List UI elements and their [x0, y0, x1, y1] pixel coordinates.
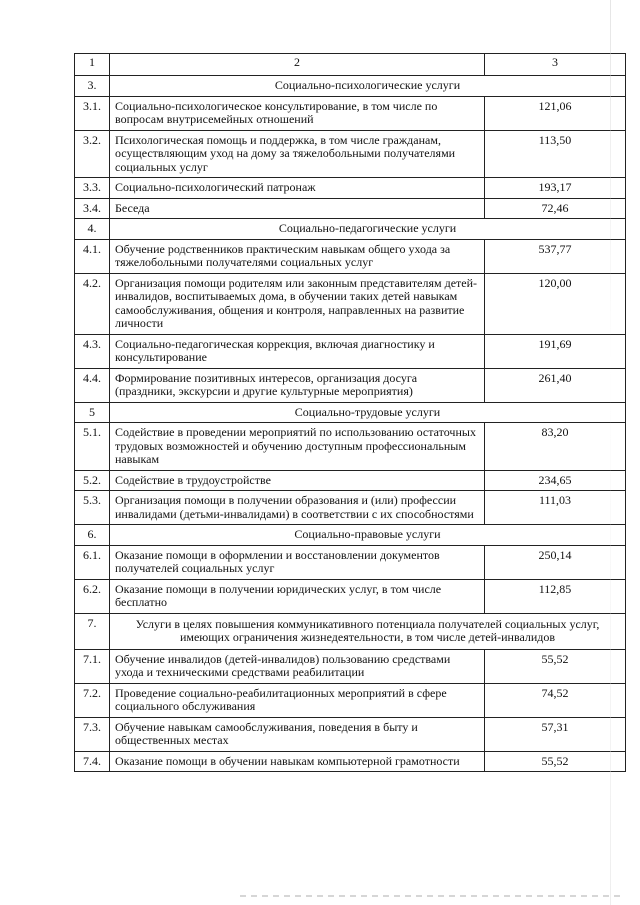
service-price: 113,50 — [485, 130, 626, 178]
row-number: 6.2. — [75, 579, 110, 613]
table-row — [75, 178, 626, 199]
service-name: Беседа — [110, 198, 485, 219]
service-name: Содействие в трудоустройстве — [110, 470, 485, 491]
section-number: 5 — [75, 402, 110, 423]
service-price: 121,06 — [485, 96, 626, 130]
service-name: Социально-педагогическая коррекция, включая диагностику и консультирование — [110, 334, 485, 368]
table-header-row — [75, 54, 626, 76]
service-price: 74,52 — [485, 683, 626, 717]
service-name: Обучение навыкам самообслуживания, поведения в быту и общественных местах — [110, 717, 485, 751]
service-price: 250,14 — [485, 545, 626, 579]
table-row — [75, 368, 626, 402]
table-row — [75, 545, 626, 579]
section-number: 4. — [75, 219, 110, 240]
service-name: Оказание помощи в обучении навыкам компьютерной грамотности — [110, 751, 485, 772]
table-row — [75, 273, 626, 334]
table-row — [75, 683, 626, 717]
service-price: 72,46 — [485, 198, 626, 219]
row-number: 5.1. — [75, 423, 110, 471]
table-body — [75, 54, 626, 772]
section-row — [75, 402, 626, 423]
service-price: 55,52 — [485, 649, 626, 683]
table-row — [75, 130, 626, 178]
row-number: 7.4. — [75, 751, 110, 772]
row-number: 6.1. — [75, 545, 110, 579]
service-price: 83,20 — [485, 423, 626, 471]
table-row — [75, 470, 626, 491]
service-name: Организация помощи родителям или законным представителям детей-инвалидов, воспитываемых дома, в обучении таких детей навыкам самообслуживания, общения и контроля, направленных на развитие личности — [110, 273, 485, 334]
service-price: 191,69 — [485, 334, 626, 368]
table-row — [75, 423, 626, 471]
section-number: 6. — [75, 525, 110, 546]
table-row — [75, 649, 626, 683]
document-page — [74, 53, 612, 772]
service-price: 57,31 — [485, 717, 626, 751]
service-price: 120,00 — [485, 273, 626, 334]
row-number: 3.4. — [75, 198, 110, 219]
service-price: 193,17 — [485, 178, 626, 199]
row-number: 7.3. — [75, 717, 110, 751]
service-name: Проведение социально-реабилитационных мероприятий в сфере социального обслуживания — [110, 683, 485, 717]
scan-edge-artifact — [610, 0, 611, 905]
table-row — [75, 96, 626, 130]
section-title: Социально-психологические услуги — [110, 76, 626, 97]
header-col-1: 1 — [75, 54, 110, 76]
table-row — [75, 717, 626, 751]
row-number: 4.4. — [75, 368, 110, 402]
service-name: Организация помощи в получении образования и (или) профессии инвалидами (детьми-инвалидами) в соответствии с их способностями — [110, 491, 485, 525]
row-number: 4.3. — [75, 334, 110, 368]
service-name: Оказание помощи в оформлении и восстановлении документов получателей социальных услуг — [110, 545, 485, 579]
row-number: 3.1. — [75, 96, 110, 130]
section-title: Услуги в целях повышения коммуникативного потенциала получателей социальных услуг, имеющих ограничения жизнедеятельности, в том числе детей-инвалидов — [110, 613, 626, 649]
service-name: Обучение родственников практическим навыкам общего ухода за тяжелобольными получателями социальных услуг — [110, 239, 485, 273]
service-price: 261,40 — [485, 368, 626, 402]
header-col-2: 2 — [110, 54, 485, 76]
service-price: 234,65 — [485, 470, 626, 491]
service-name: Содействие в проведении мероприятий по использованию остаточных трудовых возможностей и обучению доступным профессиональным навыкам — [110, 423, 485, 471]
section-number: 7. — [75, 613, 110, 649]
section-row — [75, 525, 626, 546]
section-row — [75, 613, 626, 649]
service-price: 112,85 — [485, 579, 626, 613]
row-number: 3.3. — [75, 178, 110, 199]
section-title: Социально-педагогические услуги — [110, 219, 626, 240]
service-name: Социально-психологическое консультирование, в том числе по вопросам внутрисемейных отношений — [110, 96, 485, 130]
row-number: 3.2. — [75, 130, 110, 178]
table-row — [75, 579, 626, 613]
row-number: 5.3. — [75, 491, 110, 525]
section-title: Социально-трудовые услуги — [110, 402, 626, 423]
header-col-3: 3 — [485, 54, 626, 76]
table-row — [75, 491, 626, 525]
section-row — [75, 76, 626, 97]
row-number: 7.1. — [75, 649, 110, 683]
row-number: 4.1. — [75, 239, 110, 273]
service-name: Формирование позитивных интересов, организация досуга (праздники, экскурсии и другие культурные мероприятия) — [110, 368, 485, 402]
scan-artifact — [240, 895, 620, 897]
table-row — [75, 334, 626, 368]
row-number: 7.2. — [75, 683, 110, 717]
table-row — [75, 198, 626, 219]
service-name: Социально-психологический патронаж — [110, 178, 485, 199]
service-name: Обучение инвалидов (детей-инвалидов) пользованию средствами ухода и техническими средствами реабилитации — [110, 649, 485, 683]
table-row — [75, 239, 626, 273]
table-row — [75, 751, 626, 772]
service-name: Оказание помощи в получении юридических услуг, в том числе бесплатно — [110, 579, 485, 613]
service-price: 55,52 — [485, 751, 626, 772]
service-price: 111,03 — [485, 491, 626, 525]
section-row — [75, 219, 626, 240]
service-price: 537,77 — [485, 239, 626, 273]
section-title: Социально-правовые услуги — [110, 525, 626, 546]
section-number: 3. — [75, 76, 110, 97]
service-name: Психологическая помощь и поддержка, в том числе гражданам, осуществляющим уход на дому за тяжелобольными получателями социальных услуг — [110, 130, 485, 178]
row-number: 5.2. — [75, 470, 110, 491]
services-price-table — [74, 53, 626, 772]
row-number: 4.2. — [75, 273, 110, 334]
